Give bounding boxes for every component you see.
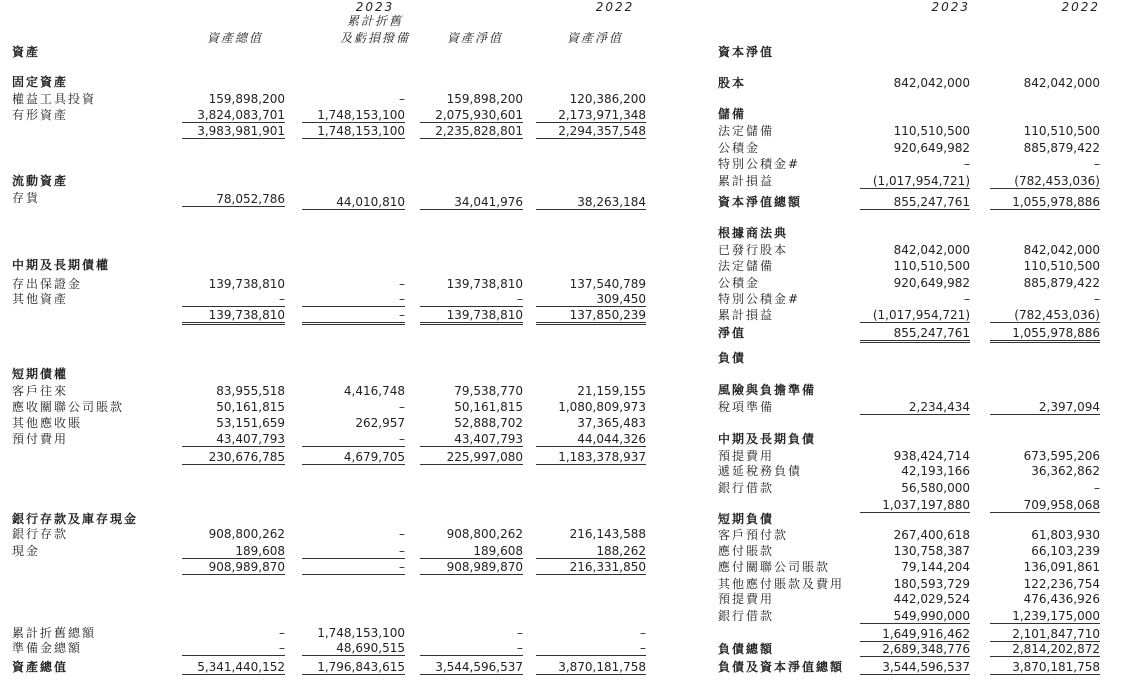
commercial-title: 根據商法典 bbox=[718, 226, 789, 240]
col-dep-header-1: 累計折舊 bbox=[346, 14, 403, 28]
right-year-2023-header: 2023 bbox=[931, 0, 970, 14]
total-label: 負債及資本淨值總額 bbox=[718, 660, 845, 674]
amount-cell: 137,850,239 bbox=[536, 308, 646, 325]
amount-cell: 673,595,206 bbox=[1023, 449, 1100, 463]
amount-cell: 137,540,789 bbox=[569, 277, 646, 291]
row-label: 累計損益 bbox=[718, 308, 775, 322]
row-label: 法定儲備 bbox=[718, 259, 775, 273]
row-label: 應收關聯公司賬款 bbox=[12, 400, 125, 414]
amount-cell: 3,870,181,758 bbox=[990, 660, 1100, 675]
amount-cell: 3,544,596,537 bbox=[860, 660, 970, 675]
amount-cell: 78,052,786 bbox=[182, 192, 285, 207]
amount-cell: 139,738,810 bbox=[208, 277, 285, 291]
amount-cell: 309,450 bbox=[536, 292, 646, 307]
row-label: 存出保證金 bbox=[12, 277, 83, 291]
liabilities-title: 負債 bbox=[718, 351, 747, 365]
amount-cell: 44,044,326 bbox=[536, 432, 646, 447]
amount-cell: 36,362,862 bbox=[1031, 464, 1100, 478]
row-label: 有形資產 bbox=[12, 108, 69, 122]
amount-cell: 188,262 bbox=[536, 544, 646, 559]
amount-cell: 885,879,422 bbox=[1023, 276, 1100, 290]
mid-liabilities-title: 中期及長期負債 bbox=[718, 432, 817, 446]
amount-cell: 42,193,166 bbox=[901, 464, 970, 478]
amount-cell: (1,017,954,721) bbox=[860, 174, 970, 189]
row-label: 特別公積金# bbox=[718, 157, 801, 171]
amount-cell: 120,386,200 bbox=[569, 92, 646, 106]
amount-cell: 3,983,981,901 bbox=[182, 124, 285, 139]
amount-cell: 1,055,978,886 bbox=[990, 326, 1100, 343]
amount-cell: 50,161,815 bbox=[454, 400, 523, 414]
grand-total-label: 資產總值 bbox=[12, 660, 69, 674]
row-label: 準備金總額 bbox=[12, 641, 83, 655]
amount-cell: – bbox=[182, 641, 285, 656]
amount-cell: 44,010,810 bbox=[302, 195, 405, 210]
row-label: 累計折舊總額 bbox=[12, 626, 97, 640]
equity-title: 資本淨值 bbox=[718, 45, 775, 59]
amount-cell: 1,748,153,100 bbox=[302, 124, 405, 139]
amount-cell: 2,075,930,601 bbox=[420, 108, 523, 123]
amount-cell: 920,649,982 bbox=[893, 276, 970, 290]
year-2023-header: 2023 bbox=[355, 0, 395, 14]
row-label: 預提費用 bbox=[718, 449, 775, 463]
amount-cell: 1,748,153,100 bbox=[317, 626, 405, 640]
amount-cell: 21,159,155 bbox=[577, 384, 646, 398]
amount-cell: 2,294,357,548 bbox=[536, 124, 646, 139]
amount-cell: – bbox=[536, 641, 646, 656]
row-label: 稅項準備 bbox=[718, 400, 775, 414]
amount-cell: 842,042,000 bbox=[1023, 243, 1100, 257]
amount-cell: 442,029,524 bbox=[893, 592, 970, 606]
amount-cell: 110,510,500 bbox=[893, 124, 970, 138]
amount-cell: 262,957 bbox=[355, 416, 405, 430]
amount-cell: – bbox=[399, 277, 405, 291]
amount-cell: 4,679,705 bbox=[302, 450, 405, 465]
amount-cell: – bbox=[1094, 481, 1100, 495]
amount-cell: 842,042,000 bbox=[893, 76, 970, 90]
amount-cell: (782,453,036) bbox=[990, 174, 1100, 189]
amount-cell: 66,103,239 bbox=[1031, 544, 1100, 558]
amount-cell: – bbox=[640, 626, 646, 640]
amount-cell: 855,247,761 bbox=[860, 326, 970, 343]
shortterm-title: 短期債權 bbox=[12, 367, 69, 381]
assets-title: 資產 bbox=[12, 45, 41, 59]
row-label: 遞延稅務負債 bbox=[718, 464, 803, 478]
current-assets-title: 流動資產 bbox=[12, 174, 69, 188]
amount-cell: 885,879,422 bbox=[1023, 141, 1100, 155]
amount-cell: 3,870,181,758 bbox=[536, 660, 646, 675]
row-label: 公積金 bbox=[718, 276, 761, 290]
amount-cell: – bbox=[420, 641, 523, 656]
row-label: 累計損益 bbox=[718, 174, 775, 188]
amount-cell: 122,236,754 bbox=[1023, 577, 1100, 591]
amount-cell: 110,510,500 bbox=[1023, 259, 1100, 273]
amount-cell: 180,593,729 bbox=[893, 577, 970, 591]
amount-cell: – bbox=[399, 400, 405, 414]
amount-cell: 267,400,618 bbox=[893, 528, 970, 542]
amount-cell: – bbox=[302, 560, 405, 575]
row-label: 現金 bbox=[12, 544, 41, 558]
amount-cell: 83,955,518 bbox=[216, 384, 285, 398]
amount-cell: 139,738,810 bbox=[446, 277, 523, 291]
short-liabilities-title: 短期負債 bbox=[718, 512, 775, 526]
amount-cell: – bbox=[399, 92, 405, 106]
amount-cell: 50,161,815 bbox=[216, 400, 285, 414]
col-net2023-header: 資產淨值 bbox=[446, 31, 503, 45]
fixed-assets-title: 固定資產 bbox=[12, 75, 69, 89]
amount-cell: 4,416,748 bbox=[343, 384, 405, 398]
amount-cell: 1,055,978,886 bbox=[990, 195, 1100, 210]
row-label: 已發行股本 bbox=[718, 243, 789, 257]
row-label: 預提費用 bbox=[718, 592, 775, 606]
row-label: 應付關聯公司賬款 bbox=[718, 560, 831, 574]
amount-cell: – bbox=[279, 626, 285, 640]
row-label: 銀行借款 bbox=[718, 481, 775, 495]
amount-cell: 709,958,068 bbox=[990, 498, 1100, 513]
amount-cell: 842,042,000 bbox=[893, 243, 970, 257]
amount-cell: 2,101,847,710 bbox=[990, 627, 1100, 642]
amount-cell: 38,263,184 bbox=[536, 195, 646, 210]
total-label: 負債總額 bbox=[718, 642, 775, 656]
amount-cell: 216,143,588 bbox=[569, 527, 646, 541]
amount-cell: 52,888,702 bbox=[454, 416, 523, 430]
amount-cell: 189,608 bbox=[182, 544, 285, 559]
amount-cell: 2,234,434 bbox=[860, 400, 970, 415]
amount-cell: 908,800,262 bbox=[446, 527, 523, 541]
amount-cell: – bbox=[1094, 157, 1100, 171]
amount-cell: 2,397,094 bbox=[990, 400, 1100, 415]
amount-cell: 1,239,175,000 bbox=[990, 609, 1100, 624]
amount-cell: 136,091,861 bbox=[1023, 560, 1100, 574]
col-dep-header-2: 及虧損撥備 bbox=[339, 31, 410, 45]
amount-cell: 908,989,870 bbox=[182, 560, 285, 575]
amount-cell: – bbox=[302, 308, 405, 325]
amount-cell: 110,510,500 bbox=[893, 259, 970, 273]
amount-cell: 43,407,793 bbox=[420, 432, 523, 447]
longterm-title: 中期及長期債權 bbox=[12, 258, 111, 272]
col-gross-header: 資產總值 bbox=[206, 31, 263, 45]
amount-cell: – bbox=[964, 292, 970, 306]
amount-cell: 53,151,659 bbox=[216, 416, 285, 430]
row-label: 公積金 bbox=[718, 141, 761, 155]
amount-cell: 130,758,387 bbox=[893, 544, 970, 558]
amount-cell: 2,814,202,872 bbox=[990, 642, 1100, 657]
amount-cell: 56,580,000 bbox=[901, 481, 970, 495]
amount-cell: 1,796,843,615 bbox=[302, 660, 405, 675]
reserves-title: 儲備 bbox=[718, 107, 747, 121]
amount-cell: 139,738,810 bbox=[420, 308, 523, 325]
col-net2022-header: 資產淨值 bbox=[566, 31, 623, 45]
row-label: 其他應收賬 bbox=[12, 416, 83, 430]
amount-cell: – bbox=[302, 292, 405, 307]
amount-cell: – bbox=[1094, 292, 1100, 306]
amount-cell: 1,748,153,100 bbox=[302, 108, 405, 123]
amount-cell: 1,183,378,937 bbox=[536, 450, 646, 465]
amount-cell: 61,803,930 bbox=[1031, 528, 1100, 542]
row-label: 法定儲備 bbox=[718, 124, 775, 138]
amount-cell: – bbox=[420, 292, 523, 307]
total-label: 淨值 bbox=[718, 326, 747, 340]
amount-cell: 48,690,515 bbox=[302, 641, 405, 656]
amount-cell: – bbox=[964, 157, 970, 171]
row-label: 權益工具投資 bbox=[12, 92, 97, 106]
amount-cell: – bbox=[302, 544, 405, 559]
amount-cell: 230,676,785 bbox=[182, 450, 285, 465]
amount-cell: 855,247,761 bbox=[860, 195, 970, 210]
amount-cell: 216,331,850 bbox=[536, 560, 646, 575]
amount-cell: 79,538,770 bbox=[454, 384, 523, 398]
row-label: 銀行借款 bbox=[718, 609, 775, 623]
amount-cell: 110,510,500 bbox=[1023, 124, 1100, 138]
amount-cell: (782,453,036) bbox=[990, 308, 1100, 323]
total-label: 資本淨值總額 bbox=[718, 195, 803, 209]
amount-cell: – bbox=[399, 527, 405, 541]
amount-cell: 476,436,926 bbox=[1023, 592, 1100, 606]
row-label: 客戶預付款 bbox=[718, 528, 789, 542]
row-label: 其他應付賬款及費用 bbox=[718, 577, 845, 591]
risk-title: 風險與負擔準備 bbox=[718, 383, 817, 397]
amount-cell: 1,080,809,973 bbox=[558, 400, 646, 414]
amount-cell: 549,990,000 bbox=[860, 609, 970, 624]
amount-cell: 842,042,000 bbox=[1023, 76, 1100, 90]
amount-cell: – bbox=[182, 292, 285, 307]
row-label: 銀行存款 bbox=[12, 527, 69, 541]
row-label: 客戶往來 bbox=[12, 384, 69, 398]
year-2022-header: 2022 bbox=[595, 0, 635, 14]
amount-cell: 1,649,916,462 bbox=[860, 627, 970, 642]
amount-cell: 1,037,197,880 bbox=[860, 498, 970, 513]
amount-cell: 2,235,828,801 bbox=[420, 124, 523, 139]
row-label: 應付賬款 bbox=[718, 544, 775, 558]
amount-cell: 5,341,440,152 bbox=[182, 660, 285, 675]
amount-cell: 43,407,793 bbox=[182, 432, 285, 447]
amount-cell: (1,017,954,721) bbox=[860, 308, 970, 323]
amount-cell: 159,898,200 bbox=[446, 92, 523, 106]
row-label: 特別公積金# bbox=[718, 292, 801, 306]
amount-cell: – bbox=[302, 432, 405, 447]
total-label: 股本 bbox=[718, 76, 747, 90]
amount-cell: 908,989,870 bbox=[420, 560, 523, 575]
amount-cell: 159,898,200 bbox=[208, 92, 285, 106]
amount-cell: 3,824,083,701 bbox=[182, 108, 285, 123]
row-label: 存貨 bbox=[12, 191, 41, 205]
amount-cell: 37,365,483 bbox=[577, 416, 646, 430]
row-label: 預付費用 bbox=[12, 432, 69, 446]
amount-cell: 2,173,971,348 bbox=[536, 108, 646, 123]
right-year-2022-header: 2022 bbox=[1061, 0, 1100, 14]
amount-cell: 908,800,262 bbox=[208, 527, 285, 541]
amount-cell: 225,997,080 bbox=[420, 450, 523, 465]
amount-cell: 3,544,596,537 bbox=[420, 660, 523, 675]
amount-cell: 2,689,348,776 bbox=[860, 642, 970, 657]
amount-cell: 189,608 bbox=[420, 544, 523, 559]
cash-title: 銀行存款及庫存現金 bbox=[12, 512, 139, 526]
amount-cell: 920,649,982 bbox=[893, 141, 970, 155]
amount-cell: 34,041,976 bbox=[420, 195, 523, 210]
amount-cell: – bbox=[517, 626, 523, 640]
amount-cell: 139,738,810 bbox=[182, 308, 285, 325]
amount-cell: 79,144,204 bbox=[901, 560, 970, 574]
row-label: 其他資產 bbox=[12, 292, 69, 306]
amount-cell: 938,424,714 bbox=[893, 449, 970, 463]
